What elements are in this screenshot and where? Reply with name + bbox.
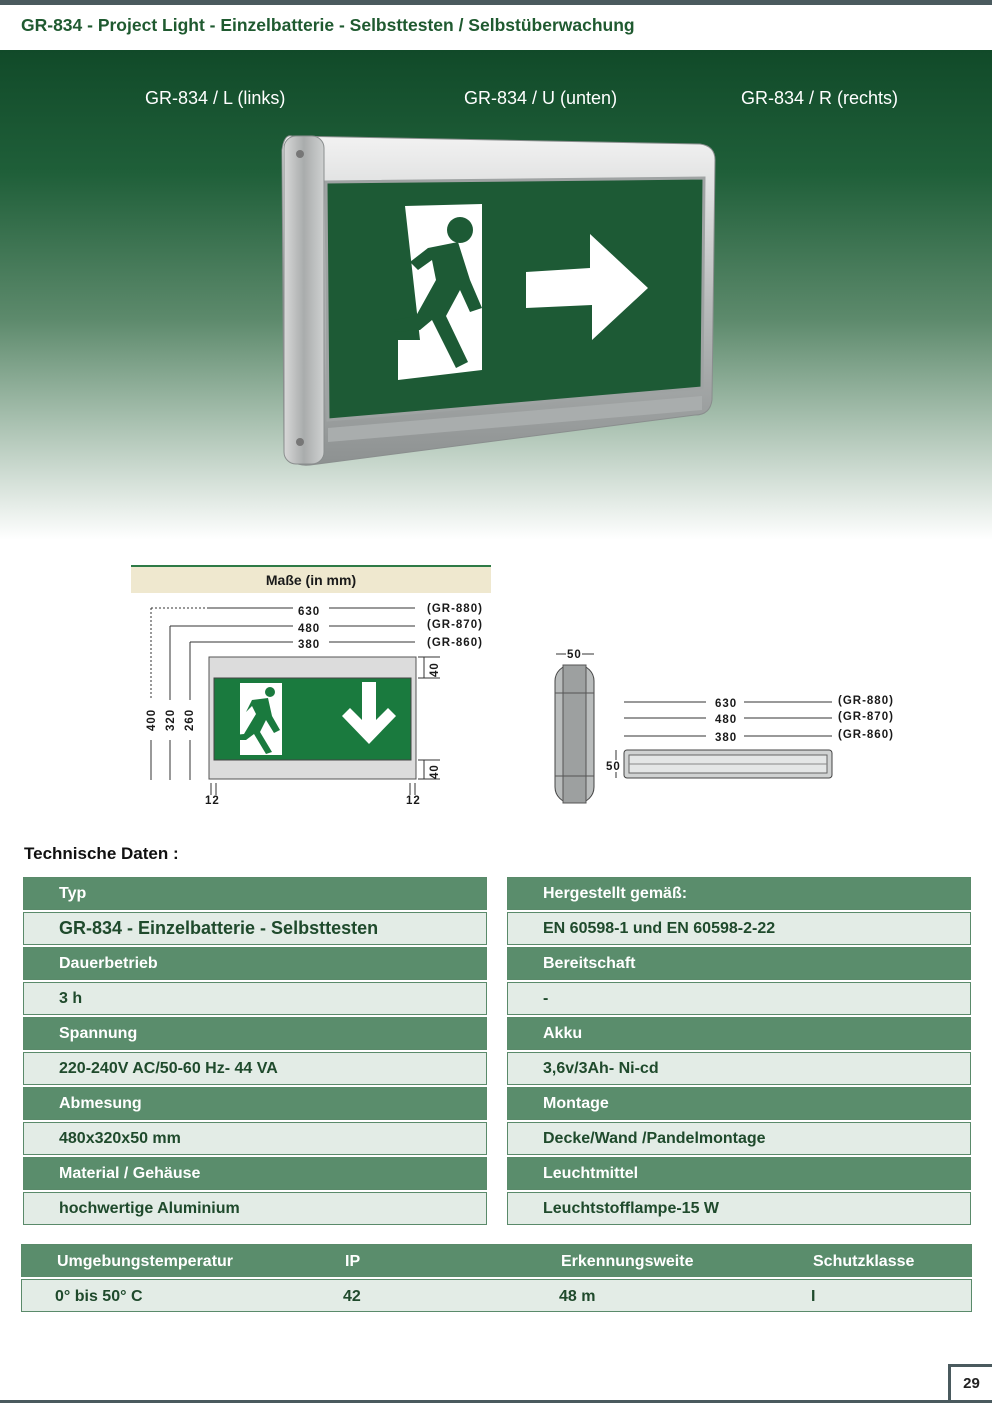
spec-value: - — [507, 982, 971, 1015]
env-value-ip: 42 — [343, 1288, 361, 1305]
spec-label: Spannung — [23, 1017, 487, 1050]
env-value-class: I — [811, 1288, 816, 1305]
spec-label: Akku — [507, 1017, 971, 1050]
spec-label: Dauerbetrieb — [23, 947, 487, 980]
width-label-480: 480 — [298, 623, 321, 635]
spec-value: Decke/Wand /Pandelmontage — [507, 1122, 971, 1155]
model-label-860: (GR-860) — [427, 637, 483, 649]
height-label-400: 400 — [146, 708, 158, 731]
env-header-class: Schutzklasse — [813, 1253, 915, 1270]
env-value-range: 48 m — [559, 1288, 596, 1305]
environment-table — [21, 1244, 972, 1314]
page-number: 29 — [948, 1364, 992, 1400]
spec-label: Hergestellt gemäß: — [507, 877, 971, 910]
spec-label: Bereitschaft — [507, 947, 971, 980]
depth-label-top: 50 — [567, 649, 582, 661]
side-model-label-870: (GR-870) — [838, 711, 894, 723]
tech-data-heading: Technische Daten : — [24, 844, 179, 863]
spec-value: 3 h — [23, 982, 487, 1015]
spec-value: hochwertige Aluminium — [23, 1192, 487, 1225]
spec-value: 220-240V AC/50-60 Hz- 44 VA — [23, 1052, 487, 1085]
env-header-range: Erkennungsweite — [561, 1253, 694, 1270]
width-label-630: 630 — [298, 606, 321, 618]
model-label-880: (GR-880) — [427, 603, 483, 615]
side-width-label-630: 630 — [715, 698, 738, 710]
spec-column-right — [507, 877, 971, 1227]
spec-column-left — [23, 877, 487, 1227]
page-title: GR-834 - Project Light - Einzelbatterie - Selbsttesten / Selbstüberwachung — [21, 15, 635, 35]
env-value-temperature: 0° bis 50° C — [55, 1288, 143, 1305]
spec-value: 480x320x50 mm — [23, 1122, 487, 1155]
width-label-380: 380 — [298, 639, 321, 651]
dimensions-heading: Maße (in mm) — [131, 565, 491, 593]
variant-bottom-label: GR-834 / U (unten) — [464, 88, 618, 108]
spec-label: Abmesung — [23, 1087, 487, 1120]
side-width-label-480: 480 — [715, 714, 738, 726]
height-label-260: 260 — [184, 708, 196, 731]
environment-header-row — [21, 1244, 972, 1277]
variant-right-label: GR-834 / R (rechts) — [741, 88, 899, 108]
spec-label: Leuchtmittel — [507, 1157, 971, 1190]
model-label-870: (GR-870) — [427, 619, 483, 631]
spec-value: 3,6v/3Ah- Ni-cd — [507, 1052, 971, 1085]
side-model-label-880: (GR-880) — [838, 695, 894, 707]
spec-label: Montage — [507, 1087, 971, 1120]
height-label-320: 320 — [165, 708, 177, 731]
spec-label: Material / Gehäuse — [23, 1157, 487, 1190]
spec-value: EN 60598-1 und EN 60598-2-22 — [507, 912, 971, 945]
margin-label-left: 12 — [205, 795, 220, 807]
side-model-label-860: (GR-860) — [838, 729, 894, 741]
spec-value: Leuchtstofflampe-15 W — [507, 1192, 971, 1225]
spec-value: GR-834 - Einzelbatterie - Selbsttesten — [23, 912, 487, 945]
frame-label-bottom: 40 — [429, 764, 441, 779]
spec-label: Typ — [23, 877, 487, 910]
side-width-label-380: 380 — [715, 732, 738, 744]
depth-label-side: 50 — [606, 761, 621, 773]
frame-label-top: 40 — [429, 662, 441, 677]
environment-value-row — [21, 1279, 972, 1312]
env-header-ip: IP — [345, 1253, 361, 1270]
env-header-temperature: Umgebungstemperatur — [57, 1253, 234, 1270]
variant-left-label: GR-834 / L (links) — [145, 88, 286, 108]
margin-label-right: 12 — [406, 795, 421, 807]
